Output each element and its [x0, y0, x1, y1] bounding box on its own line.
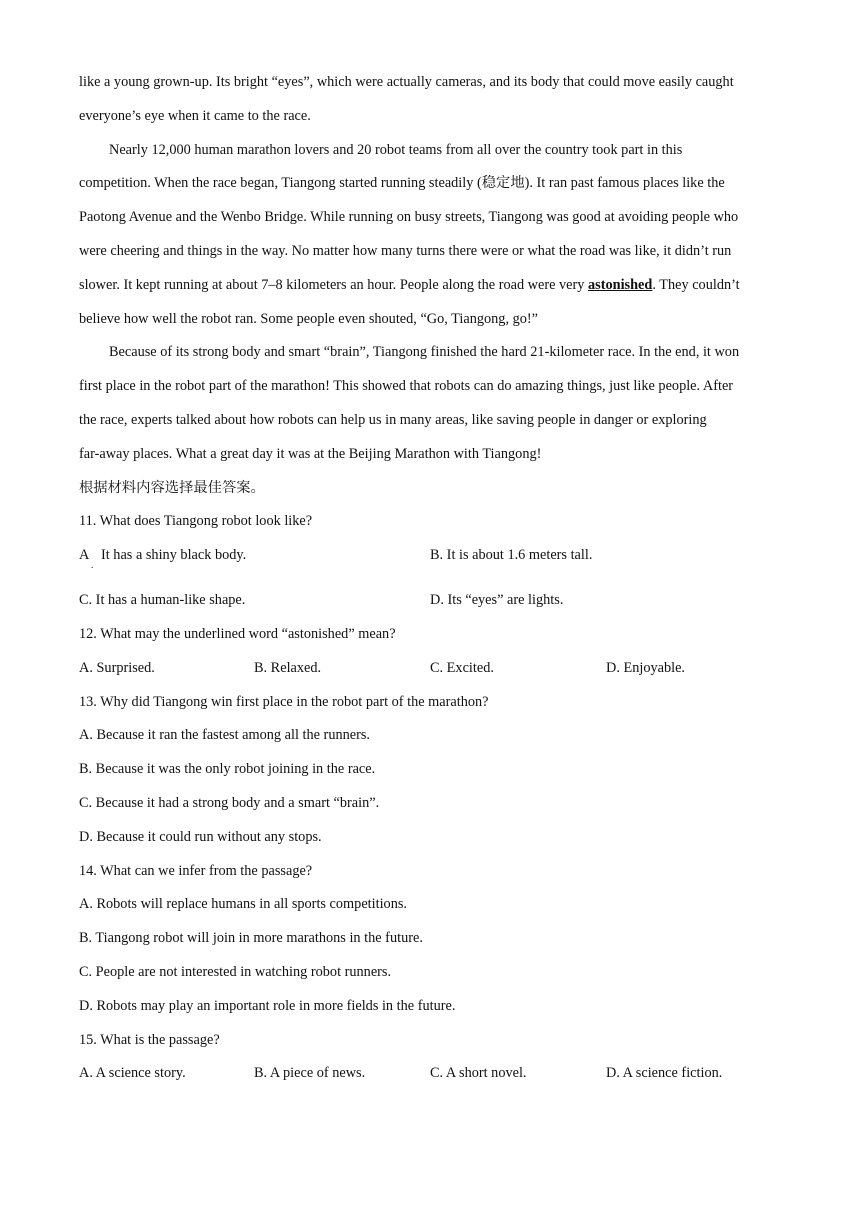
- option-b: B. Tiangong robot will join in more marathons in the future.: [79, 930, 423, 947]
- option-d: D. Its “eyes” are lights.: [430, 592, 564, 609]
- option-b: B. It is about 1.6 meters tall.: [430, 547, 593, 564]
- option-letter: A: [79, 547, 90, 564]
- option-c: C. Excited.: [430, 659, 494, 676]
- option-dot: .: [91, 560, 94, 571]
- passage-line: the race, experts talked about how robots can help us in many areas, like saving people in danger or exploring: [79, 411, 707, 428]
- option-c: C. It has a human-like shape.: [79, 592, 246, 609]
- option-d: D. A science fiction.: [606, 1065, 723, 1082]
- option-b: B. Because it was the only robot joining in the race.: [79, 761, 376, 778]
- option-b: B. A piece of news.: [254, 1065, 366, 1082]
- options-row: [79, 652, 784, 686]
- underlined-word: astonished: [588, 276, 653, 293]
- question-13: 13. Why did Tiangong win first place in the robot part of the marathon?: [79, 693, 489, 710]
- options-row: [79, 539, 784, 584]
- question-11: 11. What does Tiangong robot look like?: [79, 513, 313, 530]
- option-d: D. Because it could run without any stops.: [79, 828, 322, 845]
- options-row: [79, 1057, 784, 1091]
- option-a: A. Surprised.: [79, 659, 155, 676]
- passage-line: believe how well the robot ran. Some people even shouted, “Go, Tiangong, go!”: [79, 310, 538, 327]
- passage-line: first place in the robot part of the marathon! This showed that robots can do amazing things, just like people. After: [79, 378, 734, 395]
- question-15: 15. What is the passage?: [79, 1031, 220, 1048]
- document-page: [79, 66, 784, 1091]
- passage-line: [79, 269, 784, 303]
- option-a: A. Because it ran the fastest among all the runners.: [79, 727, 371, 744]
- option-b: B. Relaxed.: [254, 659, 322, 676]
- instruction: 根据材料内容选择最佳答案。: [79, 479, 265, 496]
- passage-text: slower. It kept running at about 7–8 kilometers an hour. People along the road were very: [79, 276, 588, 293]
- passage-line: were cheering and things in the way. No matter how many turns there were or what the road was like, it didn’t run: [79, 242, 732, 259]
- option-c: C. Because it had a strong body and a smart “brain”.: [79, 794, 380, 811]
- passage-text: . They couldn’t: [652, 276, 740, 293]
- option-a: A. A science story.: [79, 1065, 186, 1082]
- option-d: D. Robots may play an important role in more fields in the future.: [79, 997, 456, 1014]
- options-row: [79, 584, 784, 618]
- passage-line: Paotong Avenue and the Wenbo Bridge. While running on busy streets, Tiangong was good at avoiding people who: [79, 209, 739, 226]
- option-c: C. People are not interested in watching robot runners.: [79, 963, 392, 980]
- passage-line: Nearly 12,000 human marathon lovers and 20 robot teams from all over the country took part in this: [109, 141, 683, 158]
- passage-line: everyone’s eye when it came to the race.: [79, 107, 311, 124]
- passage-line: like a young grown-up. Its bright “eyes”, which were actually cameras, and its body that could move easily caught: [79, 74, 734, 90]
- option-c: C. A short novel.: [430, 1065, 527, 1082]
- question-12: 12. What may the underlined word “astonished” mean?: [79, 625, 396, 642]
- option-d: D. Enjoyable.: [606, 659, 686, 676]
- option-a-text: It has a shiny black body.: [101, 547, 247, 564]
- passage-line: competition. When the race began, Tiangong started running steadily (稳定地). It ran past famous places like the: [79, 175, 725, 192]
- question-14: 14. What can we infer from the passage?: [79, 862, 313, 879]
- passage-line: far-away places. What a great day it was at the Beijing Marathon with Tiangong!: [79, 445, 542, 462]
- passage-line: Because of its strong body and smart “brain”, Tiangong finished the hard 21-kilometer race. In the end, it won: [109, 344, 740, 361]
- option-a: A. Robots will replace humans in all sports competitions.: [79, 896, 407, 913]
